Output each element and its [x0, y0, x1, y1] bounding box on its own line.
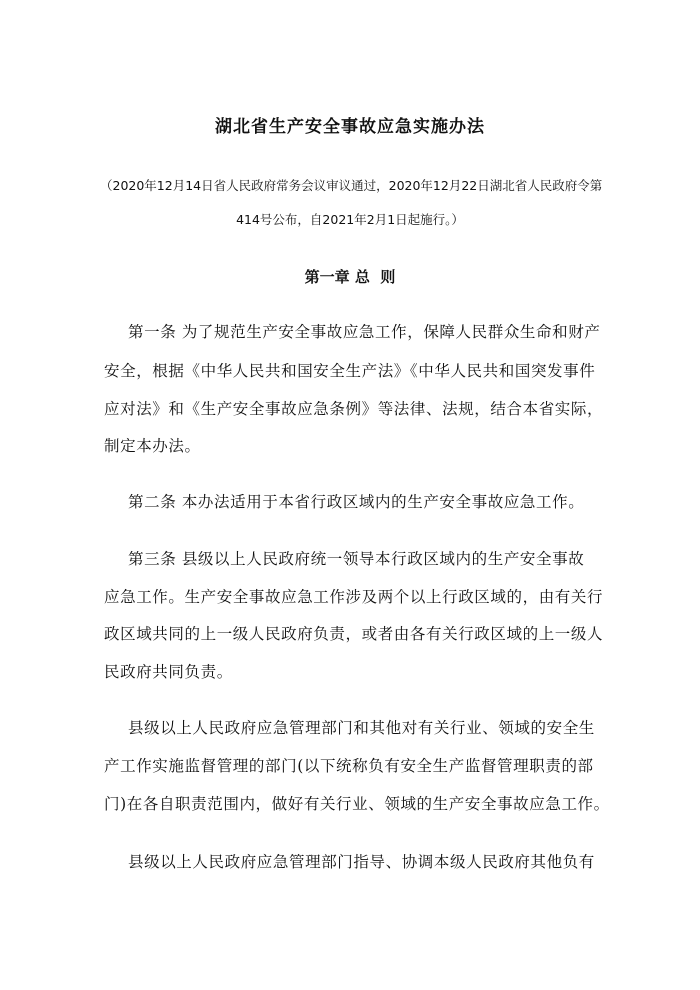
article-1-line-1: 第一条 为了规范生产安全事故应急工作，保障人民群众生命和财产	[128, 323, 601, 341]
article-3-line-4: 民政府共同负责。	[104, 663, 233, 681]
chapter-heading: 第一章 总 则	[304, 268, 396, 286]
article-2-line-1: 第二条 本办法适用于本省行政区域内的生产安全事故应急工作。	[128, 493, 585, 511]
article-3-line-2: 应急工作。生产安全事故应急工作涉及两个以上行政区域的，由有关行	[104, 588, 604, 606]
paragraph-4-line-3: 门)在各自职责范围内，做好有关行业、领域的生产安全事故应急工作。	[104, 795, 610, 813]
paragraph-4-line-2: 产工作实施监督管理的部门(以下统称负有安全生产监督管理职责的部	[104, 757, 594, 775]
article-3-line-3: 政区域共同的上一级人民政府负责，或者由各有关行政区域的上一级人	[104, 625, 604, 643]
article-3-line-1: 第三条 县级以上人民政府统一领导本行政区域内的生产安全事故	[128, 550, 585, 568]
paragraph-5-line-1: 县级以上人民政府应急管理部门指导、协调本级人民政府其他负有	[128, 853, 595, 871]
subtitle-line-2: 414号公布，自2021年2月1日起施行。）	[236, 212, 464, 227]
article-1-line-4: 制定本办法。	[104, 437, 201, 455]
article-1-line-2: 安全，根据《中华人民共和国安全生产法》《中华人民共和国突发事件	[104, 362, 596, 380]
article-1-line-3: 应对法》和《生产安全事故应急条例》等法律、法规，结合本省实际，	[104, 400, 604, 418]
subtitle-line-1: （2020年12月14日省人民政府常务会议审议通过，2020年12月22日湖北省人民政府令第	[100, 178, 603, 193]
paragraph-4-line-1: 县级以上人民政府应急管理部门和其他对有关行业、领域的安全生	[128, 719, 595, 737]
document-title: 湖北省生产安全事故应急实施办法	[215, 117, 485, 137]
